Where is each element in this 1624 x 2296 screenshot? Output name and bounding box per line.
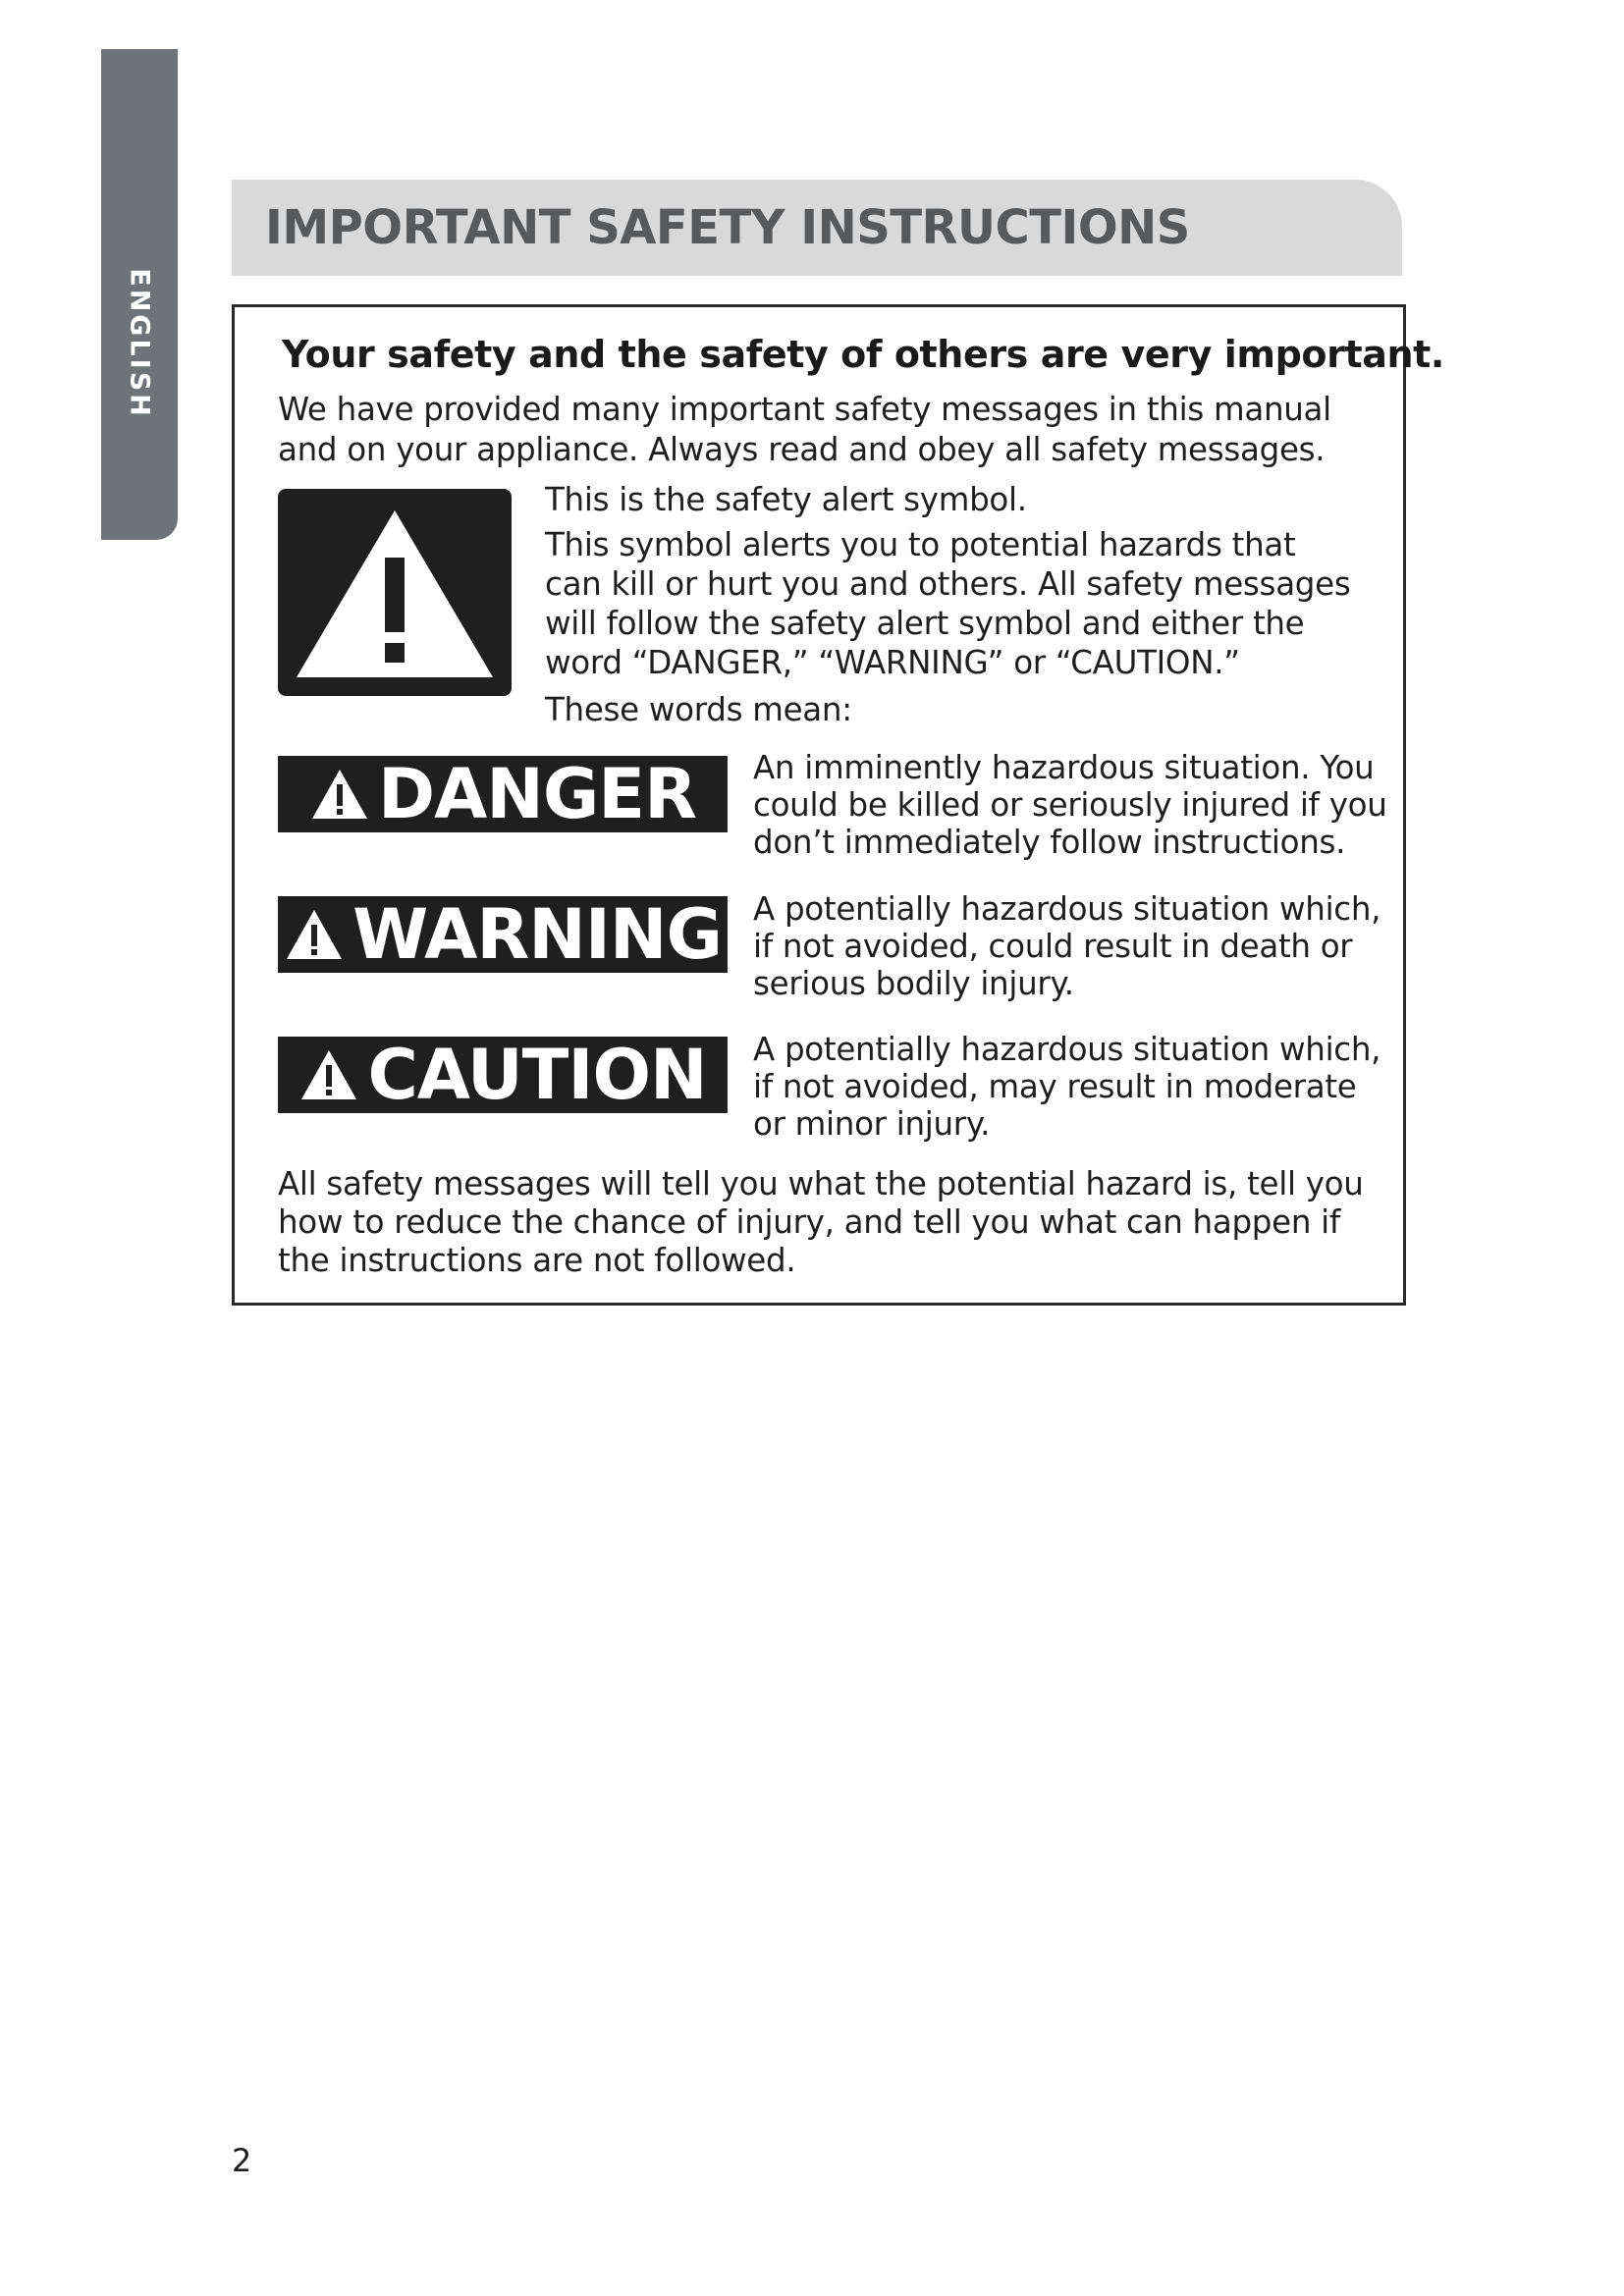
- page-title: IMPORTANT SAFETY INSTRUCTIONS: [265, 200, 1190, 255]
- page-number: 2: [232, 2142, 252, 2179]
- warning-meaning: A potentially hazardous situation which, if not avoided, could result in death or serious bodily injury.: [753, 890, 1381, 1002]
- alert-symbol-description: This symbol alerts you to potential hazards that can kill or hurt you and others. All safety messages will follow the safety alert symbol and either the word “DANGER,” “WARNING” or “CAUTION.”: [545, 526, 1351, 681]
- warning-label: [278, 896, 728, 973]
- safety-box: [232, 304, 1444, 1306]
- danger-label: [278, 756, 728, 832]
- section-header: [232, 180, 1402, 276]
- alert-symbol-caption: This is the safety alert symbol.: [545, 481, 1027, 518]
- language-tab: [101, 49, 178, 540]
- warning-triangle-icon: [309, 767, 370, 822]
- caution-label: [278, 1037, 728, 1113]
- warning-triangle-icon: [298, 1047, 359, 1102]
- warning-triangle-icon: [284, 907, 345, 962]
- caution-word: CAUTION: [367, 1035, 707, 1115]
- intro-text: We have provided many important safety messages in this manual and on your appliance. Always read and obey all safety messages.: [278, 391, 1331, 468]
- signal-words-lead: These words mean:: [545, 691, 852, 728]
- warning-word: WARNING: [352, 894, 722, 975]
- safety-alert-icon: [278, 489, 512, 696]
- intro-heading: Your safety and the safety of others are very important.: [282, 333, 1444, 376]
- language-tab-label: ENGLISH: [124, 268, 155, 419]
- closing-text: All safety messages will tell you what the potential hazard is, tell you how to reduce the chance of injury, and tell you what can happen if the instructions are not followed.: [278, 1165, 1364, 1279]
- danger-word: DANGER: [377, 754, 697, 834]
- caution-meaning: A potentially hazardous situation which, if not avoided, may result in moderate or minor injury.: [753, 1031, 1381, 1143]
- danger-meaning: An imminently hazardous situation. You could be killed or seriously injured if you don’t immediately follow instructions.: [753, 749, 1387, 861]
